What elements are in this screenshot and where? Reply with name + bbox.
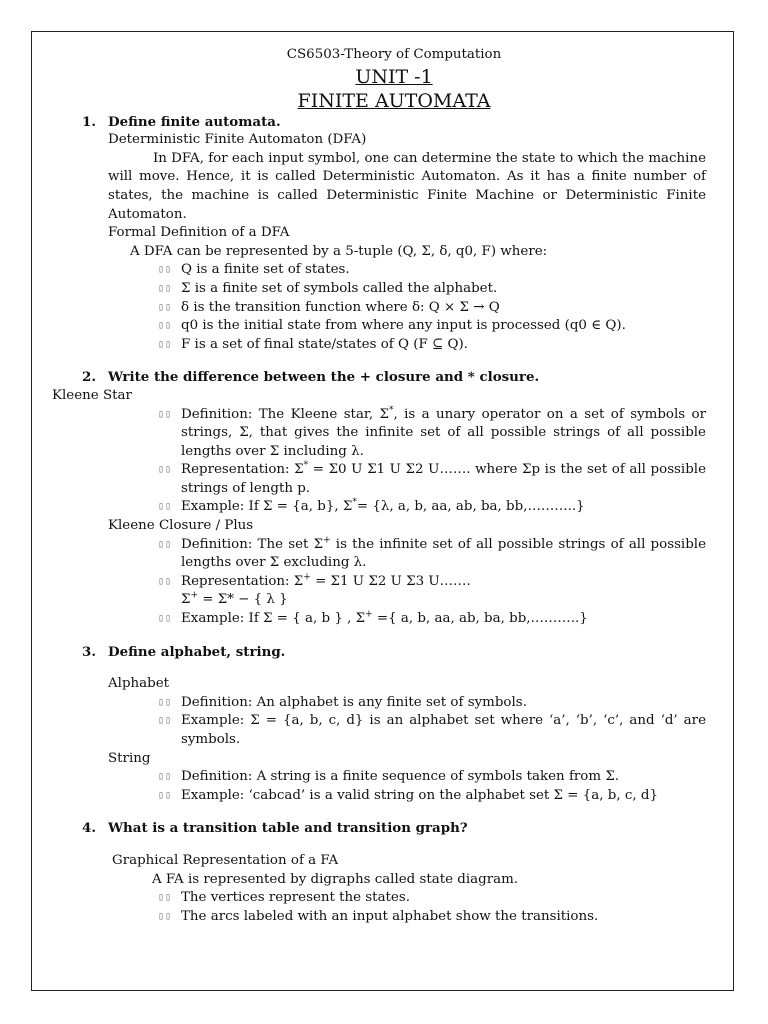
list-item-continuation: Σ+ = Σ* − { λ } (181, 590, 288, 608)
graphical-representation-heading: Graphical Representation of a FA (112, 852, 339, 868)
bullet-icon: ▯▯ (158, 320, 173, 332)
bullet-icon: ▯▯ (158, 264, 173, 276)
question-4: 4. What is a transition table and transition graph? (82, 820, 468, 837)
list-item: ▯▯ The arcs labeled with an input alphabet show the transitions. (82, 908, 706, 927)
list-item: ▯▯ Representation: Σ+ = Σ1 U Σ2 U Σ3 U……. (82, 573, 706, 592)
list-item: ▯▯ Representation: Σ* = Σ0 U Σ1 U Σ2 U……. where Σp is the set of all possible strings of length p. (158, 460, 706, 496)
kleene-plus-heading: Kleene Closure / Plus (108, 518, 254, 534)
bullet-icon: ▯▯ (158, 892, 173, 904)
list-item: ▯▯ Example: Σ = {a, b, c, d} is an alphabet set where ‘a’, ‘b’, ‘c’, and ‘d’ are symbols. (158, 713, 706, 747)
bullet-icon: ▯▯ (158, 464, 173, 476)
question-3: 3. Define alphabet, string. (82, 643, 286, 660)
alphabet-heading: Alphabet (108, 676, 170, 692)
list-item: ▯▯ δ is the transition function where δ: Q × Σ → Q (82, 299, 706, 318)
list-item: ▯▯ The vertices represent the states. (82, 889, 706, 908)
list-item: ▯▯ Example: ‘cabcad’ is a valid string on the alphabet set Σ = {a, b, c, d} (82, 787, 706, 806)
bullet-icon: ▯▯ (158, 538, 173, 550)
bullet-icon: ▯▯ (158, 338, 173, 350)
document-body (52, 46, 706, 926)
bullet-icon: ▯▯ (158, 501, 173, 513)
list-item: ▯▯ F is a set of final state/states of Q (F ⊆ Q). (82, 336, 706, 355)
fa-intro: A FA is represented by digraphs called state diagram. (152, 871, 519, 887)
unit-heading: UNIT -1 (355, 65, 433, 88)
list-item: ▯▯ Definition: An alphabet is any finite set of symbols. (82, 694, 706, 713)
formal-definition-intro: A DFA can be represented by a 5-tuple (Q, Σ, δ, q0, F) where: (130, 243, 548, 259)
question-2: 2. Write the difference between the + closure and * closure. (82, 369, 540, 386)
course-title: CS6503-Theory of Computation (286, 47, 502, 62)
list-item: ▯▯ Example: If Σ = {a, b}, Σ*= {λ, a, b, aa, ab, ba, bb,………..} (82, 498, 706, 517)
bullet-icon: ▯▯ (158, 282, 173, 294)
bullet-icon: ▯▯ (158, 715, 173, 727)
bullet-icon: ▯▯ (158, 575, 173, 587)
dfa-paragraph: In DFA, for each input symbol, one can determine the state to which the machine will move. Hence, it is called Deterministic Automaton. As it has a finite number of states, the machine is called Deterministic Finite Machine or Deterministic Finite Automaton. (108, 150, 706, 222)
question-1: 1. Define finite automata. (82, 113, 281, 130)
list-item: ▯▯ q0 is the initial state from where any input is processed (q0 ∈ Q). (82, 317, 706, 336)
bullet-icon: ▯▯ (158, 408, 173, 420)
chapter-title: FINITE AUTOMATA (297, 89, 491, 112)
list-item: ▯▯ Definition: The set Σ+ is the infinite set of all possible strings of all possible lengths over Σ excluding λ. (158, 535, 706, 571)
bullet-icon: ▯▯ (158, 301, 173, 313)
formal-definition-heading: Formal Definition of a DFA (108, 225, 290, 241)
list-item: ▯▯ Σ is a finite set of symbols called the alphabet. (82, 280, 706, 299)
bullet-icon: ▯▯ (158, 771, 173, 783)
list-item: ▯▯ Example: If Σ = { a, b } , Σ+ ={ a, b, aa, ab, ba, bb,………..} (82, 610, 706, 629)
dfa-subtitle: Deterministic Finite Automaton (DFA) (108, 132, 367, 148)
bullet-icon: ▯▯ (158, 910, 173, 922)
list-item: ▯▯ Definition: A string is a finite sequence of symbols taken from Σ. (82, 768, 706, 787)
kleene-star-heading: Kleene Star (52, 387, 132, 403)
bullet-icon: ▯▯ (158, 613, 173, 625)
bullet-icon: ▯▯ (158, 696, 173, 708)
string-heading: String (108, 750, 151, 766)
list-item: ▯▯ Definition: The Kleene star, Σ*, is a unary operator on a set of symbols or strings, Σ, that gives the infinite set of all possible strings of all possible lengths over Σ including λ. (158, 405, 706, 459)
list-item: ▯▯ Q is a finite set of states. (82, 261, 706, 280)
bullet-icon: ▯▯ (158, 789, 173, 801)
